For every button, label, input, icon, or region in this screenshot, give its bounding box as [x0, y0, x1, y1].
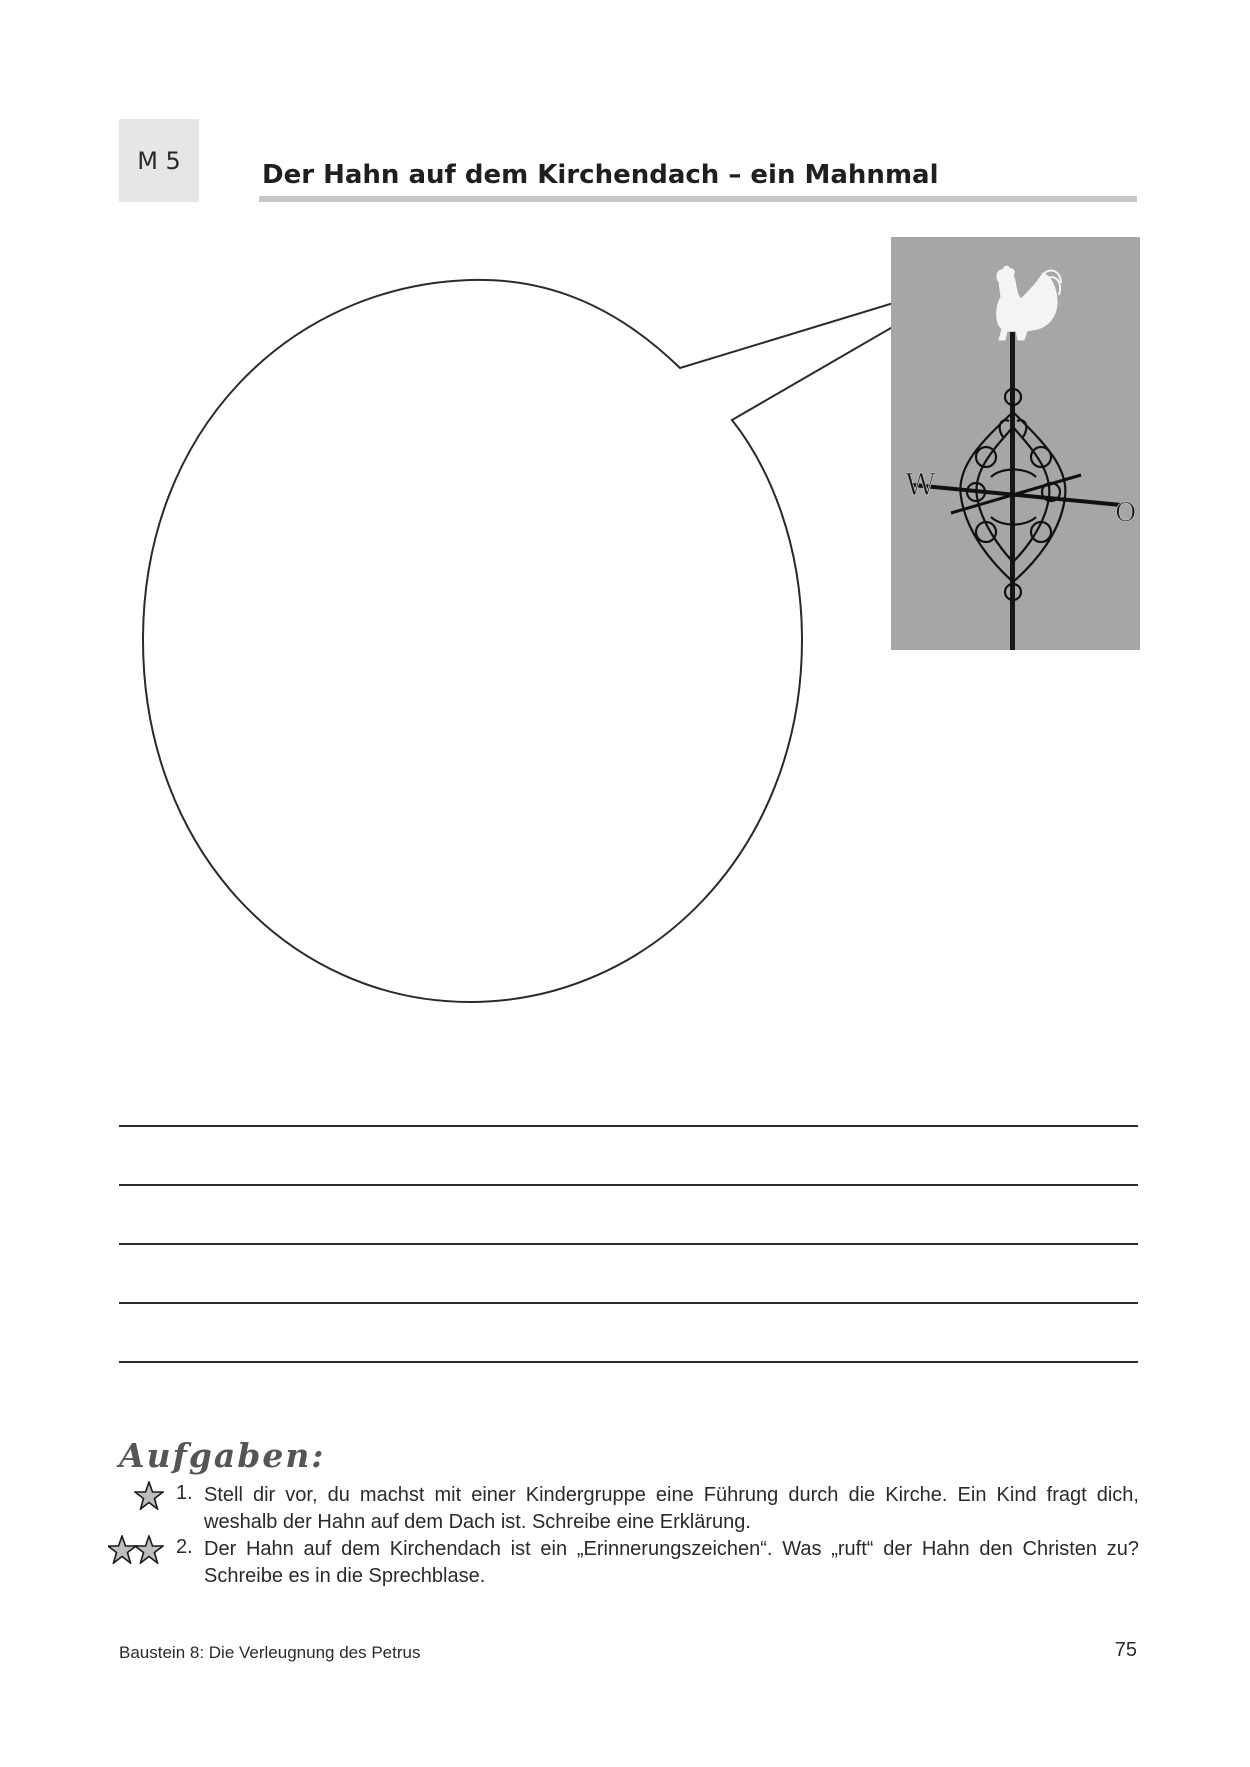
task-number: 1. — [176, 1482, 193, 1504]
badge-label: M 5 — [137, 146, 181, 175]
weathervane-photo — [891, 237, 1140, 650]
writing-line[interactable] — [119, 1302, 1138, 1304]
compass-o: O — [1115, 498, 1137, 528]
compass-w: W — [905, 468, 936, 503]
task-item — [106, 1535, 1146, 1595]
task-item — [106, 1481, 1146, 1541]
speech-bubble-outline — [143, 277, 979, 1002]
task-text: Der Hahn auf dem Kirchendach ist ein „Erinnerungszeichen“. Was „ruft“ der Hahn den Christen zu? Schreibe es in die Sprechblase. — [204, 1538, 1139, 1587]
difficulty-star-icon — [134, 1481, 164, 1510]
page-title: Der Hahn auf dem Kirchendach – ein Mahnmal — [262, 160, 939, 190]
writing-line[interactable] — [119, 1125, 1138, 1127]
task-text: Stell dir vor, du machst mit einer Kindergruppe eine Führung durch die Kirche. Ein Kind fragt dich, weshalb der Hahn auf dem Dach ist. Schreibe eine Erklärung. — [204, 1484, 1139, 1533]
task-number: 2. — [176, 1536, 193, 1558]
footer-chapter: Baustein 8: Die Verleugnung des Petrus — [119, 1643, 421, 1662]
page-number: 75 — [1114, 1639, 1137, 1661]
difficulty-stars-icon — [108, 1535, 164, 1564]
writing-line[interactable] — [119, 1243, 1138, 1245]
tasks-heading: Aufgaben: — [119, 1436, 326, 1475]
writing-line[interactable] — [119, 1184, 1138, 1186]
writing-line[interactable] — [119, 1361, 1138, 1363]
